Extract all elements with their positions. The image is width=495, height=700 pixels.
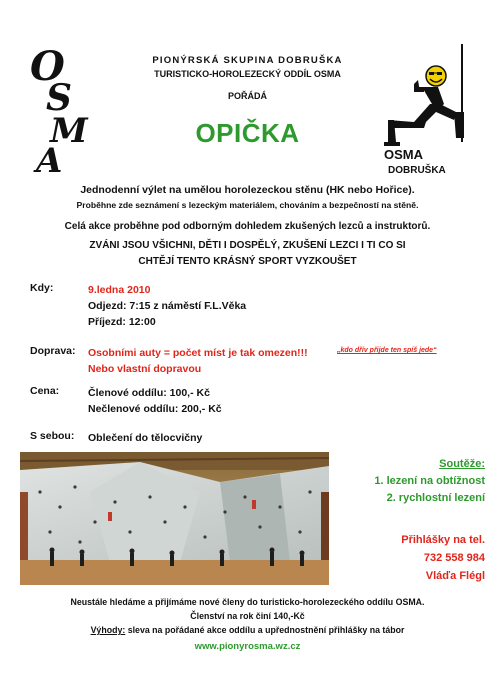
signup-contact-name: Vláďa Flégl xyxy=(425,570,485,582)
footer-recruiting: Neustále hledáme a přijímáme nové členy do turisticko-horolezeckého oddílu OSMA. xyxy=(70,597,425,607)
price-nonmembers: Nečlenové oddílu: 200,- Kč xyxy=(88,403,222,415)
logo-text-dobruska: DOBRUŠKA xyxy=(388,165,446,176)
logo-text-osma: OSMA xyxy=(384,147,423,162)
signup-phone: 732 558 984 xyxy=(423,552,485,564)
intro-line-1: Jednodenní výlet na umělou horolezeckou stěnu (HK nebo Hořice). xyxy=(80,184,415,196)
transport-cars: Osobními auty = počet míst je tak omezen!!! xyxy=(88,347,308,359)
contest-speed: 2. rychlostní lezení xyxy=(386,492,485,504)
logo-letter-o: O xyxy=(30,43,65,90)
bring-value: Oblečení do tělocvičny xyxy=(88,432,203,444)
website-link[interactable]: www.pionyrosma.wz.cz xyxy=(194,641,301,652)
intro-line-2: Proběhne zde seznámení s lezeckým materiálem, chováním a bezpečností na stěně. xyxy=(76,200,419,210)
event-date: 9.ledna 2010 xyxy=(88,284,151,296)
logo-letter-s: S xyxy=(46,77,72,119)
invitation-line-2: CHTĚJÍ TENTO KRÁSNÝ SPORT VYZKOUŠET xyxy=(138,256,357,267)
footer-benefits-text: sleva na pořádané akce oddílu a upřednostnění přihlášky na tábor xyxy=(127,625,405,635)
footer-benefits xyxy=(0,625,495,635)
transport-label: Doprava: xyxy=(30,345,76,357)
contests-heading: Soutěže: xyxy=(439,458,485,470)
logo-letter-m: M xyxy=(50,111,88,151)
transport-quote: „kdo dřív přijde ten spíš jede“ xyxy=(337,347,437,354)
transport-own: Nebo vlastní dopravou xyxy=(88,363,202,375)
logo-letter-a: A xyxy=(36,141,63,177)
footer-membership-fee: Členství na rok činí 140,-Kč xyxy=(190,611,305,621)
price-members: Členové oddílu: 100,- Kč xyxy=(88,387,210,399)
intro-line-3: Celá akce proběhne pod odborným dohledem zkušených lezců a instruktorů. xyxy=(64,221,431,232)
signup-label: Přihlášky na tel. xyxy=(401,534,485,546)
footer-benefits-label: Výhody: xyxy=(90,625,126,635)
org-name: PIONÝRSKÁ SKUPINA DOBRUŠKA xyxy=(152,55,343,66)
when-label: Kdy: xyxy=(30,282,54,294)
price-label: Cena: xyxy=(30,385,60,397)
bring-label: S sebou: xyxy=(30,430,75,442)
invitation-block xyxy=(40,238,455,270)
departure-info: Odjezd: 7:15 z náměstí F.L.Věka xyxy=(88,300,247,312)
presents-label: POŘÁDÁ xyxy=(227,91,267,101)
contest-difficulty: 1. lezení na obtížnost xyxy=(374,475,485,487)
event-title: OPIČKA xyxy=(195,118,300,148)
climbing-wall-photo xyxy=(20,452,329,585)
invitation-line-1: ZVÁNI JSOU VŠICHNI, DĚTI I DOSPĚLÝ, ZKUŠENÍ LEZCI I TI CO SI xyxy=(89,240,406,251)
arrival-info: Příjezd: 12:00 xyxy=(88,316,156,328)
org-subname: TURISTICKO-HOROLEZECKÝ ODDÍL OSMA xyxy=(154,69,341,79)
